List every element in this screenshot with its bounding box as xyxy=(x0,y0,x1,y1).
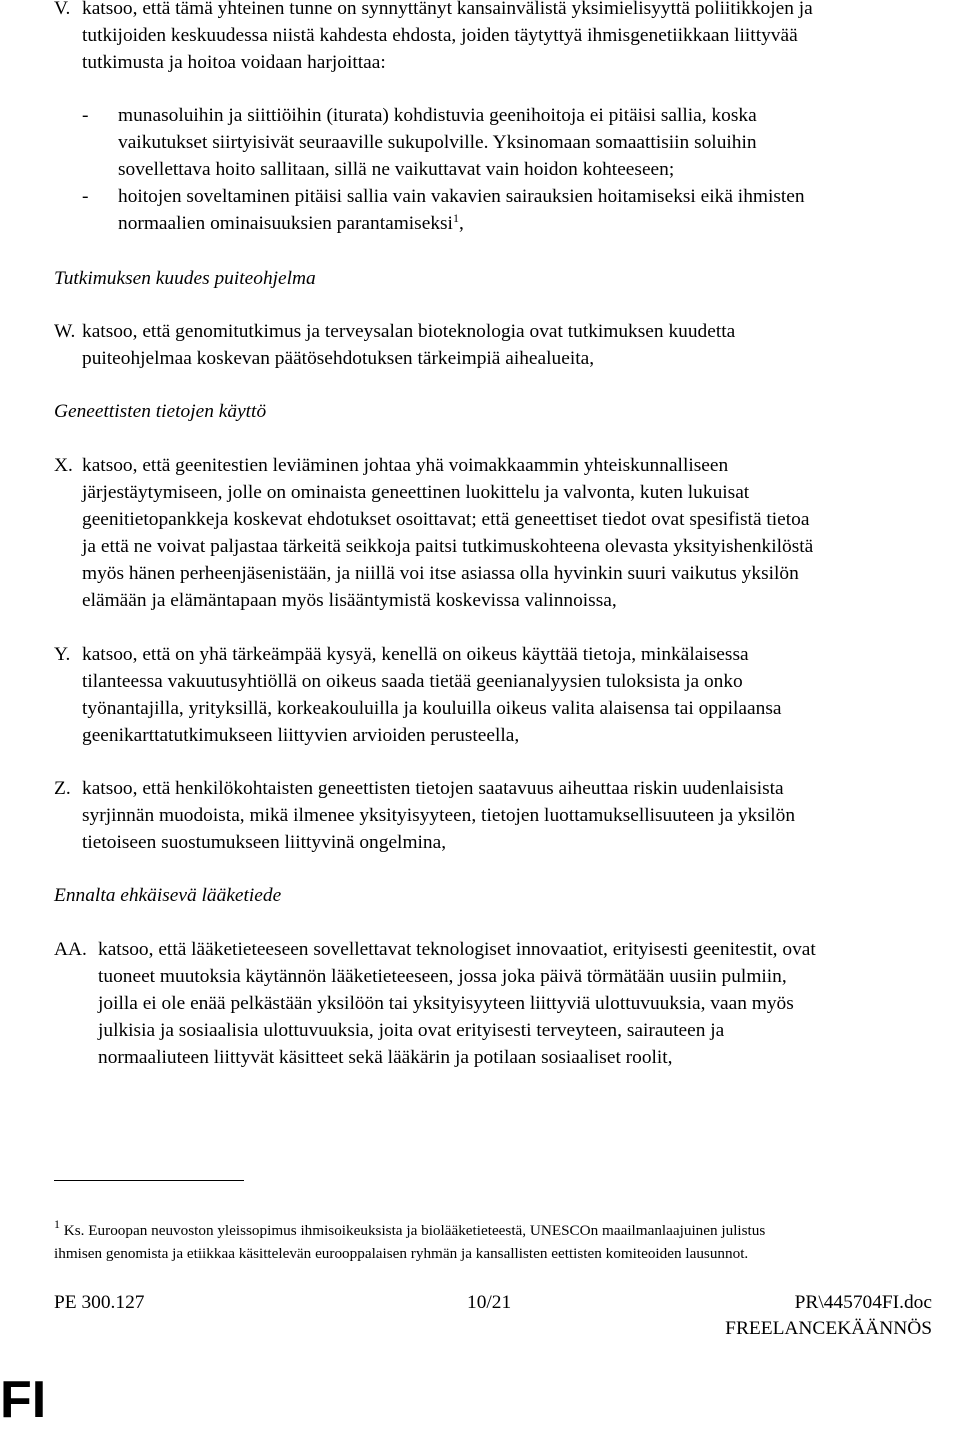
paragraph-line: katsoo, että lääketieteeseen sovellettavat teknologiset innovaatiot, erityisesti geenitestit, ovat xyxy=(98,939,816,960)
paragraph-line: katsoo, että geenitestien leviäminen johtaa yhä voimakkaammin yhteiskunnalliseen xyxy=(82,455,729,476)
section-heading: Geneettisten tietojen käyttö xyxy=(54,401,267,422)
section-heading: Tutkimuksen kuudes puiteohjelma xyxy=(54,268,316,289)
footnote-separator xyxy=(54,1180,244,1181)
paragraph-line: tuoneet muutoksia käytännön lääketieteeseen, jossa joka päivä törmätään uusiin pulmiin, xyxy=(98,966,787,987)
footnote-text: Ks. Euroopan neuvoston yleissopimus ihmisoikeuksista ja biolääketieteestä, UNESCOn maailmanlaajuinen julistus xyxy=(63,1222,766,1239)
paragraph-label: Z. xyxy=(54,778,71,799)
paragraph-line: tutkijoiden keskuudessa niistä kahdesta ehdosta, joiden täytyttyä ihmisgenetiikkaan liittyvää xyxy=(82,25,798,46)
paragraph-line: geenikarttatutkimukseen liittyvien arvioiden perusteella, xyxy=(82,725,520,746)
language-code: FI xyxy=(0,1371,47,1429)
paragraph-line: tietoiseen suostumukseen liittyvinä ongelmina, xyxy=(82,832,447,853)
paragraph-line: myös hänen perheenjäsenistään, ja niillä voi itse asiassa olla hyvinkin suuri vaikutus yksilön xyxy=(82,563,799,584)
bullet-line: sovellettava hoito sallitaan, sillä ne vaikuttavat vain hoidon kohteeseen; xyxy=(118,159,675,180)
bullet-line-tail: , xyxy=(458,213,464,234)
bullet-line xyxy=(118,210,464,237)
footnote-line: ihmisen genomista ja etiikkaa käsittelevän eurooppalaisen ryhmän ja kansallisten eettisten komiteoiden lausunnot. xyxy=(54,1245,749,1262)
paragraph-line: geenitietopankkeja koskevat ehdotukset osoittavat; että geneettiset tiedot ovat spesifistä tietoa xyxy=(82,509,810,530)
footnote-number: 1 xyxy=(54,1217,60,1231)
file-name: PR\445704FI.doc xyxy=(794,1292,932,1313)
translator-label: FREELANCEKÄÄNNÖS xyxy=(725,1318,932,1339)
paragraph-line: puiteohjelmaa koskevan päätösehdotuksen tärkeimpiä aihealueita, xyxy=(82,348,595,369)
paragraph-label: W. xyxy=(54,321,76,342)
paragraph-line: joilla ei ole enää pelkästään yksilöön tai yksityisyyteen liittyviä ulottuvuuksia, vaan myös xyxy=(98,993,794,1014)
paragraph-line: normaaliuteen liittyvät käsitteet sekä lääkärin ja potilaan sosiaaliset roolit, xyxy=(98,1047,673,1068)
bullet-line-text: normaalien ominaisuuksien parantamiseksi xyxy=(118,213,453,234)
footnote-reference[interactable]: 1 xyxy=(452,211,459,225)
bullet-line: hoitojen soveltaminen pitäisi sallia vain vakavien sairauksien hoitamiseksi eikä ihmisten xyxy=(118,186,805,207)
paragraph-label: X. xyxy=(54,455,73,476)
page-number: 10/21 xyxy=(467,1292,512,1313)
paragraph-label: V. xyxy=(54,0,71,19)
paragraph-line: julkisia ja sosiaalisia ulottuvuuksia, joita ovat erityisesti terveyteen, sairauteen ja xyxy=(98,1020,725,1041)
paragraph-line: tilanteessa vakuutusyhtiöllä on oikeus saada tietää geenianalyysien tuloksista ja onko xyxy=(82,671,743,692)
paragraph-line: järjestäytymiseen, jolle on ominaista geneettinen luokittelu ja valvonta, kuten lukuisat xyxy=(82,482,750,503)
paragraph-line: katsoo, että on yhä tärkeämpää kysyä, kenellä on oikeus käyttää tietoja, minkälaisessa xyxy=(82,644,749,665)
bullet-dash: - xyxy=(82,105,89,126)
document-reference: PE 300.127 xyxy=(54,1292,145,1313)
paragraph-line: syrjinnän muodoista, mikä ilmenee yksityisyyteen, tietojen luottamuksellisuuteen ja yksilön xyxy=(82,805,796,826)
paragraph-line: elämään ja elämäntapaan myös lisääntymistä koskevissa valinnoissa, xyxy=(82,590,617,611)
bullet-line: munasoluihin ja siittiöihin (iturata) kohdistuvia geenihoitoja ei pitäisi sallia, koska xyxy=(118,105,757,126)
paragraph-line: työnantajilla, yrityksillä, korkeakouluilla ja kouluilla oikeus valita alaisensa tai oppilaansa xyxy=(82,698,782,719)
paragraph-line: katsoo, että genomitutkimus ja terveysalan bioteknologia ovat tutkimuksen kuudetta xyxy=(82,321,736,342)
paragraph-line: katsoo, että henkilökohtaisten geneettisten tietojen saatavuus aiheuttaa riskin uudenlaisista xyxy=(82,778,784,799)
paragraph-line: tutkimusta ja hoitoa voidaan harjoittaa: xyxy=(82,52,386,73)
paragraph-label: Y. xyxy=(54,644,71,665)
paragraph-line: ja että ne voivat paljastaa tärkeitä seikkoja paitsi tutkimuskohteena olevasta yksityishenkilöstä xyxy=(82,536,814,557)
bullet-line: vaikutukset siirtyisivät seuraaville sukupolville. Yksinomaan somaattisiin soluihin xyxy=(118,132,757,153)
section-heading: Ennalta ehkäisevä lääketiede xyxy=(54,885,282,906)
bullet-dash: - xyxy=(82,186,89,207)
paragraph-line: katsoo, että tämä yhteinen tunne on synnyttänyt kansainvälistä yksimielisyyttä poliitikkojen ja xyxy=(82,0,813,19)
paragraph-label: AA. xyxy=(54,939,87,960)
